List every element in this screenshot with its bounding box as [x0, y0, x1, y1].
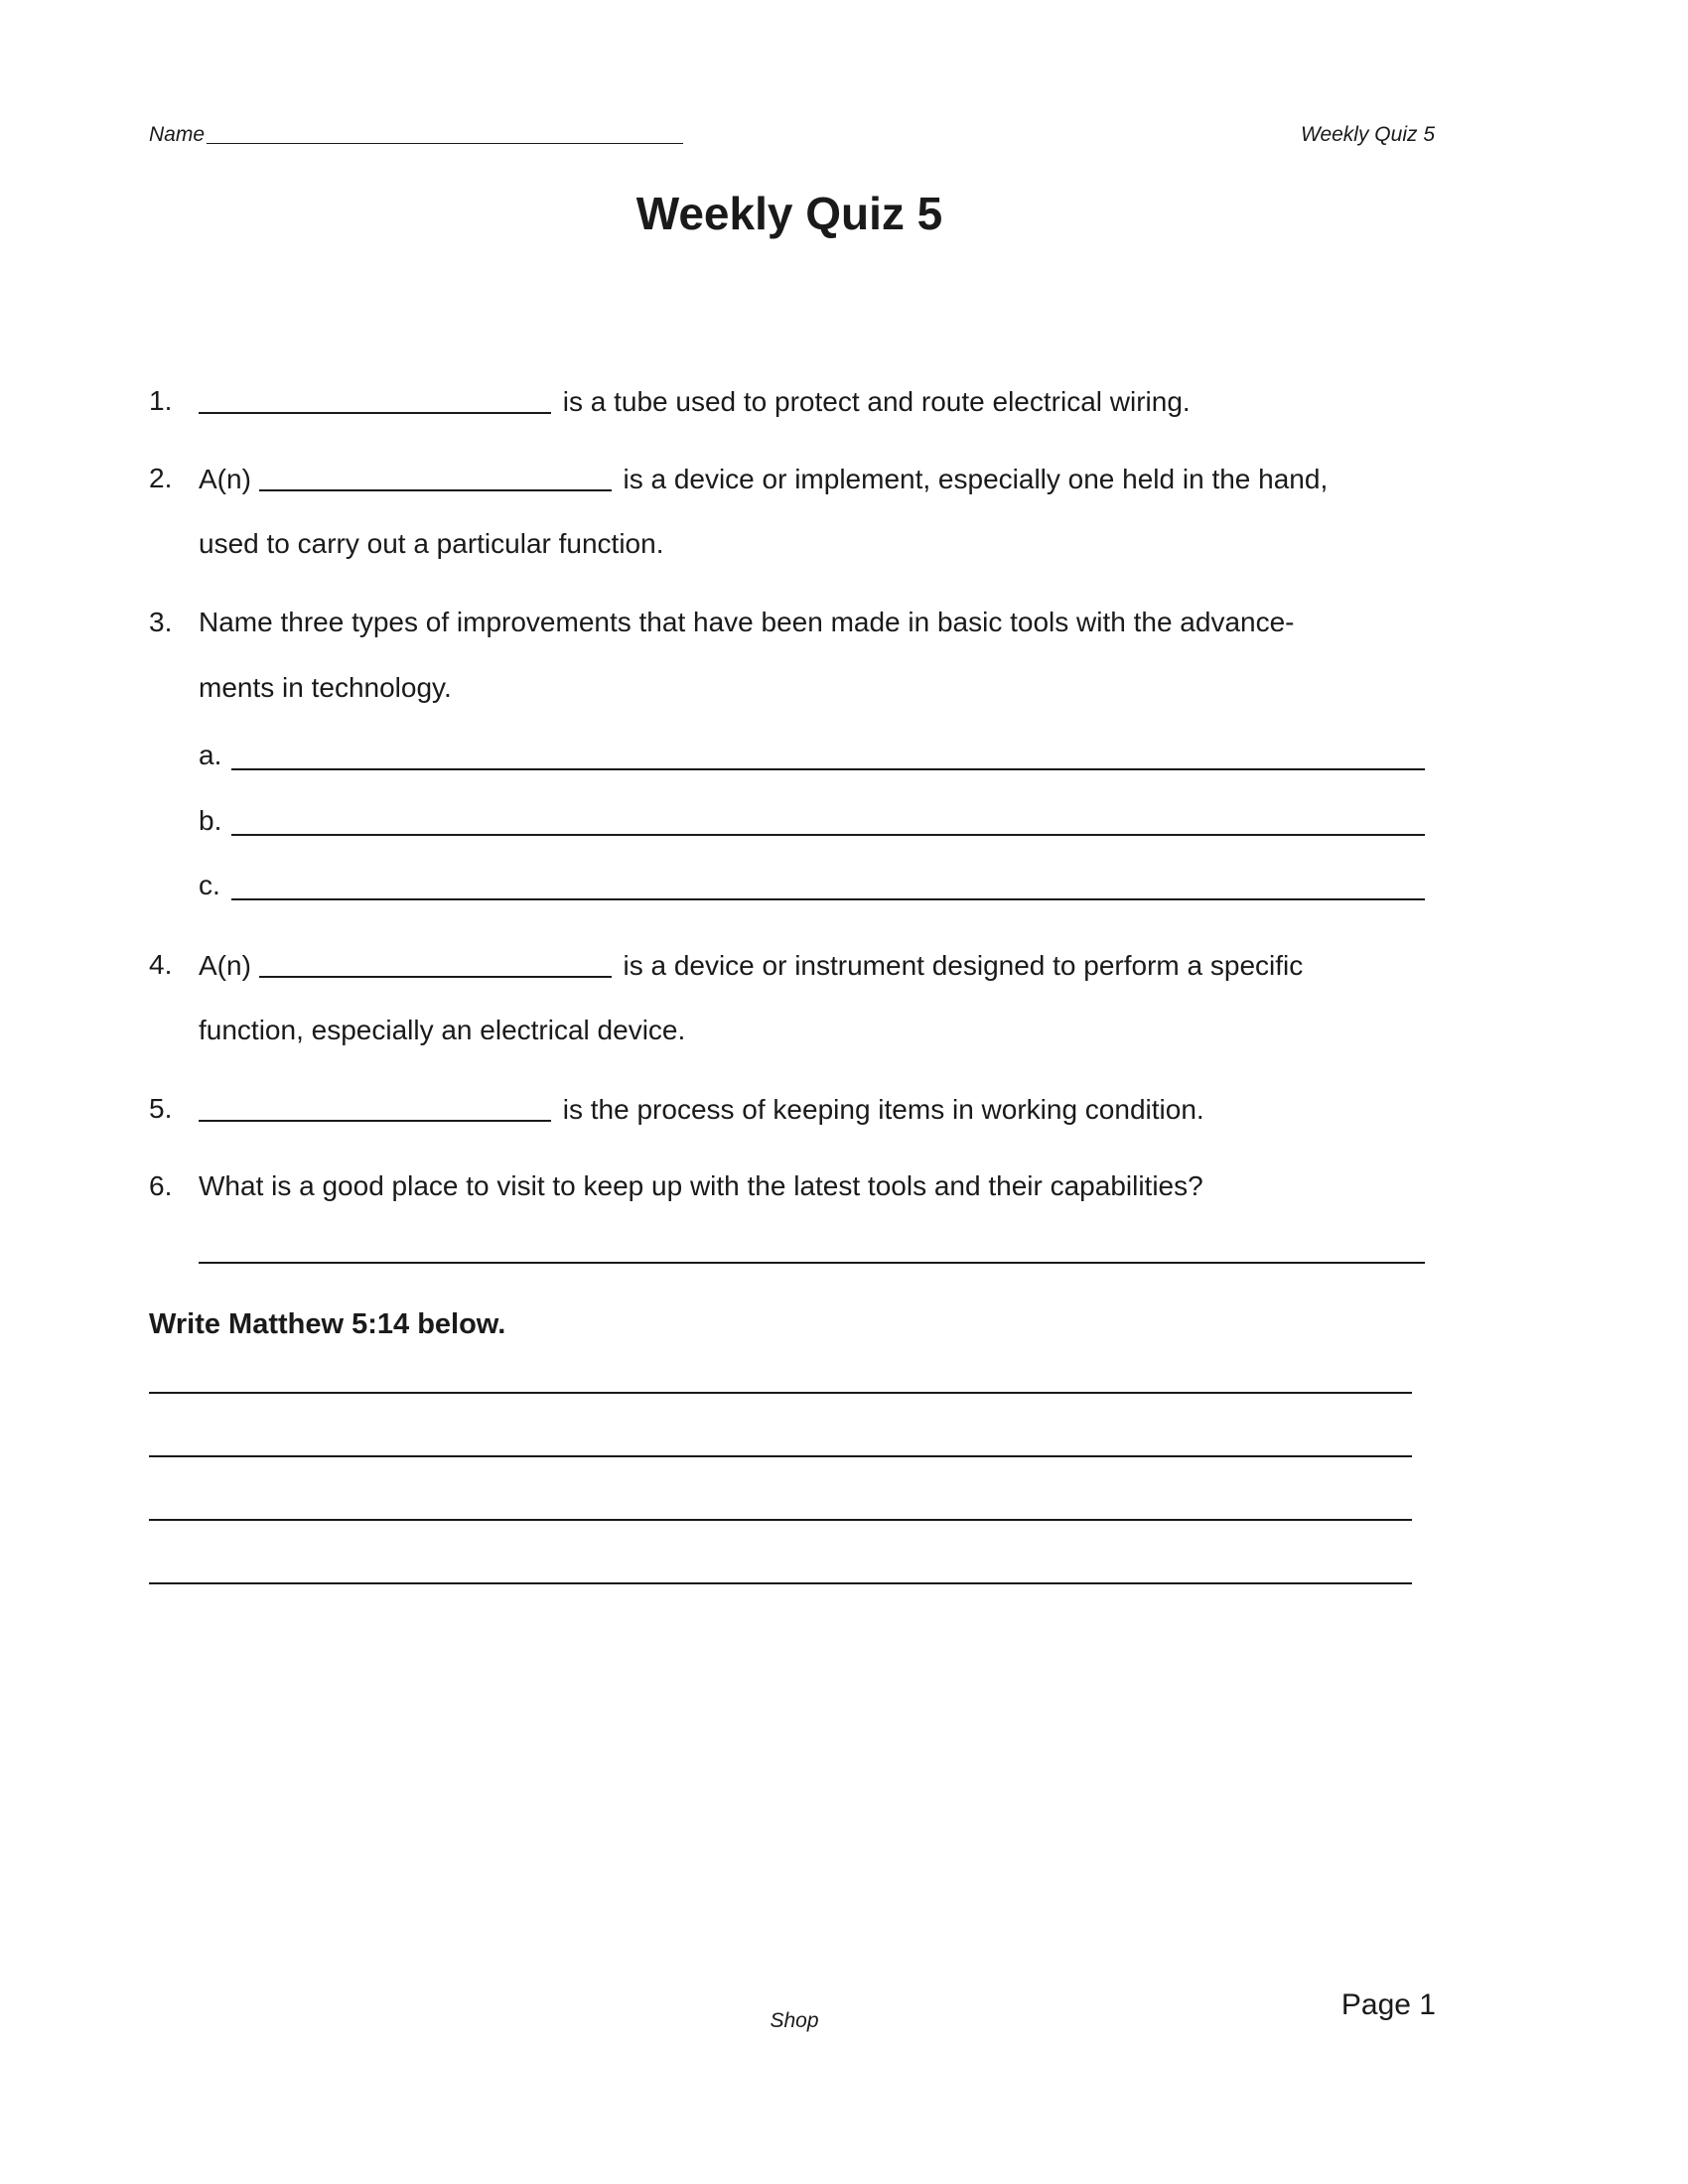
question-4-blank[interactable] — [259, 948, 612, 978]
header-doc-label: Weekly Quiz 5 — [1301, 123, 1435, 146]
question-3-continuation: ments in technology. — [199, 672, 452, 703]
question-2-text: is a device or implement, especially one held in the hand, — [623, 464, 1329, 494]
question-4 — [199, 948, 1303, 983]
question-1-blank[interactable] — [199, 384, 551, 414]
question-2 — [199, 462, 1328, 496]
scripture-prompt: Write Matthew 5:14 below. — [149, 1308, 506, 1340]
question-4-prefix: A(n) — [199, 950, 251, 981]
scripture-line-1[interactable] — [149, 1392, 1412, 1394]
question-1 — [199, 384, 1191, 419]
question-5-number: 5. — [149, 1093, 173, 1124]
question-3-sub-label-b: b. — [199, 805, 222, 836]
question-3b-answer-line[interactable] — [231, 834, 1425, 836]
question-2-blank[interactable] — [259, 462, 612, 491]
question-2-prefix: A(n) — [199, 464, 251, 494]
name-label: Name — [149, 123, 206, 146]
page-title: Weekly Quiz 5 — [635, 188, 943, 239]
question-4-text: is a device or instrument designed to perform a specific — [623, 950, 1304, 981]
page-number: Page 1 — [1340, 1988, 1436, 2021]
question-3-sub-label-c: c. — [199, 870, 220, 900]
question-2-continuation: used to carry out a particular function. — [199, 528, 664, 559]
question-6-answer-line[interactable] — [199, 1262, 1425, 1264]
question-5-text: is the process of keeping items in working condition. — [562, 1094, 1204, 1125]
scripture-line-2[interactable] — [149, 1455, 1412, 1457]
scripture-line-3[interactable] — [149, 1519, 1412, 1521]
name-blank-line[interactable] — [207, 142, 683, 144]
question-6-number: 6. — [149, 1170, 173, 1201]
name-field — [149, 123, 683, 147]
question-4-number: 4. — [149, 949, 173, 980]
question-3a-answer-line[interactable] — [231, 768, 1425, 770]
question-3-sub-label-a: a. — [199, 740, 222, 770]
question-1-number: 1. — [149, 385, 173, 416]
question-1-text: is a tube used to protect and route electrical wiring. — [562, 386, 1191, 417]
footer-subject: Shop — [770, 2009, 819, 2032]
question-4-continuation: function, especially an electrical device. — [199, 1015, 686, 1045]
question-5-blank[interactable] — [199, 1092, 551, 1122]
question-6-text: What is a good place to visit to keep up with the latest tools and their capabilities? — [199, 1170, 1203, 1201]
question-2-number: 2. — [149, 463, 173, 493]
question-3-text: Name three types of improvements that have been made in basic tools with the advance- — [199, 607, 1295, 637]
question-3c-answer-line[interactable] — [231, 898, 1425, 900]
question-5 — [199, 1092, 1204, 1127]
question-3-number: 3. — [149, 607, 173, 637]
scripture-line-4[interactable] — [149, 1582, 1412, 1584]
